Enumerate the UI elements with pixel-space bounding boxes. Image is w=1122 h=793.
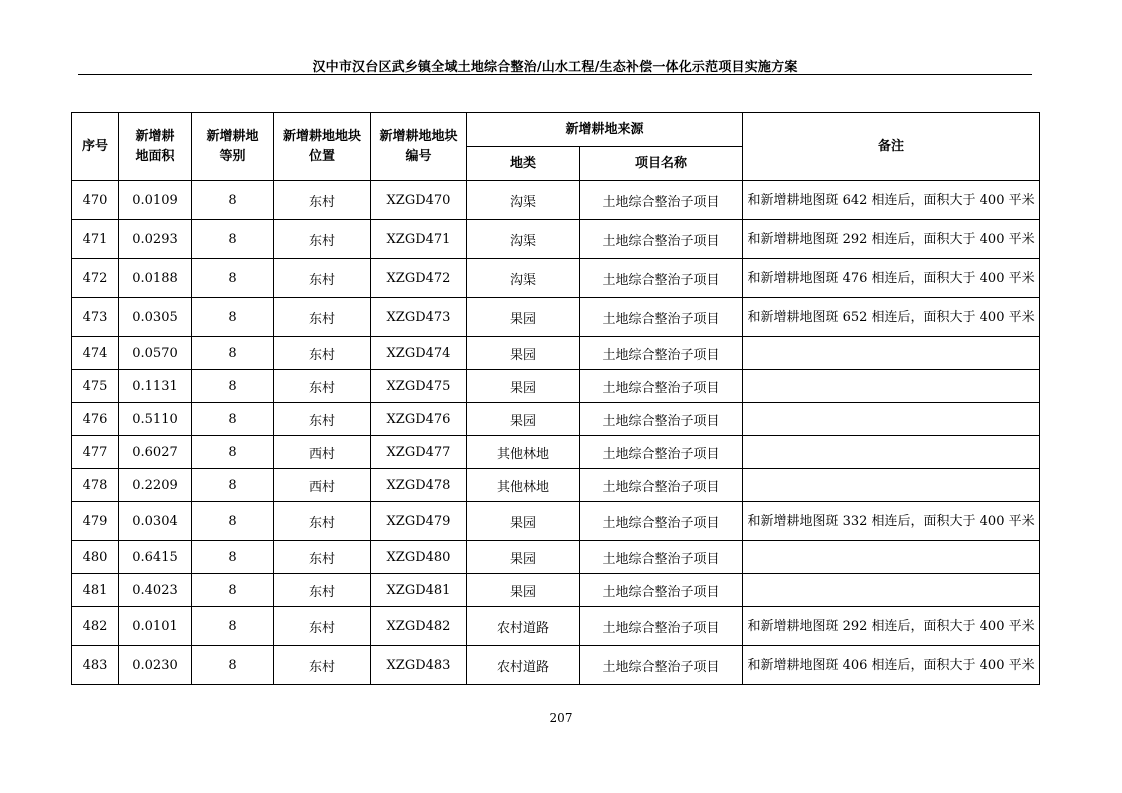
cell-project: 土地综合整治子项目: [580, 298, 743, 337]
cell-grade: 8: [192, 541, 274, 574]
cell-code: XZGD482: [371, 607, 467, 646]
header-code-text: 新增耕地地块编号: [379, 128, 458, 164]
table-row: [72, 220, 1040, 259]
cell-location: 东村: [274, 220, 371, 259]
cell-area: 0.0570: [119, 337, 192, 370]
cell-grade: 8: [192, 469, 274, 502]
cell-area: 0.5110: [119, 403, 192, 436]
cell-location: 东村: [274, 403, 371, 436]
header-area-text: 新增耕地面积: [135, 128, 175, 164]
cell-seq: 474: [72, 337, 119, 370]
cell-project: 土地综合整治子项目: [580, 337, 743, 370]
cell-grade: 8: [192, 181, 274, 220]
cell-land-type: 果园: [467, 298, 580, 337]
cell-grade: 8: [192, 298, 274, 337]
cell-seq: 479: [72, 502, 119, 541]
cell-code: XZGD478: [371, 469, 467, 502]
cell-seq: 475: [72, 370, 119, 403]
cell-project: 土地综合整治子项目: [580, 220, 743, 259]
table-row: [72, 646, 1040, 685]
cell-note: 和新增耕地图斑 652 相连后，面积大于 400 平米: [743, 298, 1040, 337]
cell-area: 0.4023: [119, 574, 192, 607]
cell-location: 东村: [274, 259, 371, 298]
cell-note: [743, 370, 1040, 403]
cell-grade: 8: [192, 220, 274, 259]
cell-code: XZGD476: [371, 403, 467, 436]
cell-seq: 482: [72, 607, 119, 646]
table-body: [72, 181, 1040, 685]
cell-land-type: 沟渠: [467, 181, 580, 220]
cell-code: XZGD475: [371, 370, 467, 403]
cell-location: 东村: [274, 370, 371, 403]
cell-note: 和新增耕地图斑 642 相连后，面积大于 400 平米: [743, 181, 1040, 220]
cell-note: [743, 403, 1040, 436]
cell-project: 土地综合整治子项目: [580, 403, 743, 436]
cell-seq: 483: [72, 646, 119, 685]
cell-code: XZGD481: [371, 574, 467, 607]
cell-land-type: 农村道路: [467, 646, 580, 685]
table-row: [72, 502, 1040, 541]
header-land-type: 地类: [467, 147, 580, 181]
cell-project: 土地综合整治子项目: [580, 469, 743, 502]
cell-land-type: 农村道路: [467, 607, 580, 646]
cell-seq: 477: [72, 436, 119, 469]
cell-project: 土地综合整治子项目: [580, 541, 743, 574]
cell-location: 东村: [274, 541, 371, 574]
cell-note: [743, 541, 1040, 574]
header-seq: 序号: [72, 113, 119, 181]
cell-code: XZGD480: [371, 541, 467, 574]
cell-grade: 8: [192, 370, 274, 403]
header-code: [371, 113, 467, 181]
cell-land-type: 沟渠: [467, 220, 580, 259]
table-row: [72, 469, 1040, 502]
cell-location: 东村: [274, 646, 371, 685]
table-row: [72, 403, 1040, 436]
table-row: [72, 337, 1040, 370]
cell-code: XZGD470: [371, 181, 467, 220]
cell-location: 西村: [274, 436, 371, 469]
cell-code: XZGD473: [371, 298, 467, 337]
cell-area: 0.2209: [119, 469, 192, 502]
cell-grade: 8: [192, 403, 274, 436]
table-row: [72, 259, 1040, 298]
cell-code: XZGD477: [371, 436, 467, 469]
cell-project: 土地综合整治子项目: [580, 502, 743, 541]
cell-note: [743, 469, 1040, 502]
cell-location: 东村: [274, 502, 371, 541]
cell-note: 和新增耕地图斑 292 相连后，面积大于 400 平米: [743, 220, 1040, 259]
table-row: [72, 298, 1040, 337]
cell-code: XZGD483: [371, 646, 467, 685]
cell-project: 土地综合整治子项目: [580, 607, 743, 646]
header-grade-text: 新增耕地等别: [206, 128, 259, 164]
cell-land-type: 果园: [467, 502, 580, 541]
table-row: [72, 541, 1040, 574]
cell-land-type: 果园: [467, 541, 580, 574]
cell-grade: 8: [192, 337, 274, 370]
cell-area: 0.0188: [119, 259, 192, 298]
table-row: [72, 370, 1040, 403]
header-grade: [192, 113, 274, 181]
cell-area: 0.0109: [119, 181, 192, 220]
cell-land-type: 果园: [467, 574, 580, 607]
cell-land-type: 果园: [467, 370, 580, 403]
header-project-name: 项目名称: [580, 147, 743, 181]
header-rule: [78, 74, 1032, 75]
table-row: [72, 607, 1040, 646]
land-table: [71, 112, 1040, 685]
cell-area: 0.0101: [119, 607, 192, 646]
cell-seq: 480: [72, 541, 119, 574]
cell-grade: 8: [192, 502, 274, 541]
cell-project: 土地综合整治子项目: [580, 181, 743, 220]
cell-area: 0.1131: [119, 370, 192, 403]
table-row: [72, 436, 1040, 469]
cell-project: 土地综合整治子项目: [580, 370, 743, 403]
cell-grade: 8: [192, 607, 274, 646]
cell-location: 东村: [274, 607, 371, 646]
cell-location: 东村: [274, 337, 371, 370]
page-header-title: 汉中市汉台区武乡镇全域土地综合整治/山水工程/生态补偿一体化示范项目实施方案: [312, 60, 798, 75]
table-row: [72, 574, 1040, 607]
header-note: 备注: [743, 113, 1040, 181]
cell-code: XZGD472: [371, 259, 467, 298]
page-number: 207: [549, 711, 573, 725]
cell-location: 东村: [274, 574, 371, 607]
cell-note: 和新增耕地图斑 406 相连后，面积大于 400 平米: [743, 646, 1040, 685]
cell-area: 0.0230: [119, 646, 192, 685]
header-location-text: 新增耕地地块位置: [283, 128, 362, 164]
cell-land-type: 沟渠: [467, 259, 580, 298]
cell-land-type: 果园: [467, 403, 580, 436]
cell-grade: 8: [192, 574, 274, 607]
cell-seq: 470: [72, 181, 119, 220]
cell-location: 东村: [274, 298, 371, 337]
header-location: [274, 113, 371, 181]
cell-note: [743, 574, 1040, 607]
cell-note: 和新增耕地图斑 476 相连后，面积大于 400 平米: [743, 259, 1040, 298]
cell-code: XZGD474: [371, 337, 467, 370]
cell-project: 土地综合整治子项目: [580, 574, 743, 607]
cell-seq: 476: [72, 403, 119, 436]
cell-land-type: 其他林地: [467, 469, 580, 502]
cell-seq: 481: [72, 574, 119, 607]
cell-area: 0.6415: [119, 541, 192, 574]
cell-land-type: 果园: [467, 337, 580, 370]
cell-code: XZGD479: [371, 502, 467, 541]
header-area: [119, 113, 192, 181]
cell-area: 0.0304: [119, 502, 192, 541]
cell-area: 0.6027: [119, 436, 192, 469]
cell-seq: 478: [72, 469, 119, 502]
cell-area: 0.0293: [119, 220, 192, 259]
cell-area: 0.0305: [119, 298, 192, 337]
cell-note: 和新增耕地图斑 292 相连后，面积大于 400 平米: [743, 607, 1040, 646]
cell-seq: 472: [72, 259, 119, 298]
cell-note: [743, 436, 1040, 469]
header-source: 新增耕地来源: [467, 113, 743, 147]
cell-location: 东村: [274, 181, 371, 220]
cell-project: 土地综合整治子项目: [580, 259, 743, 298]
cell-grade: 8: [192, 436, 274, 469]
cell-project: 土地综合整治子项目: [580, 436, 743, 469]
cell-location: 西村: [274, 469, 371, 502]
cell-seq: 471: [72, 220, 119, 259]
cell-note: 和新增耕地图斑 332 相连后，面积大于 400 平米: [743, 502, 1040, 541]
cell-project: 土地综合整治子项目: [580, 646, 743, 685]
cell-grade: 8: [192, 646, 274, 685]
cell-code: XZGD471: [371, 220, 467, 259]
cell-note: [743, 337, 1040, 370]
cell-land-type: 其他林地: [467, 436, 580, 469]
cell-grade: 8: [192, 259, 274, 298]
cell-seq: 473: [72, 298, 119, 337]
table-row: [72, 181, 1040, 220]
